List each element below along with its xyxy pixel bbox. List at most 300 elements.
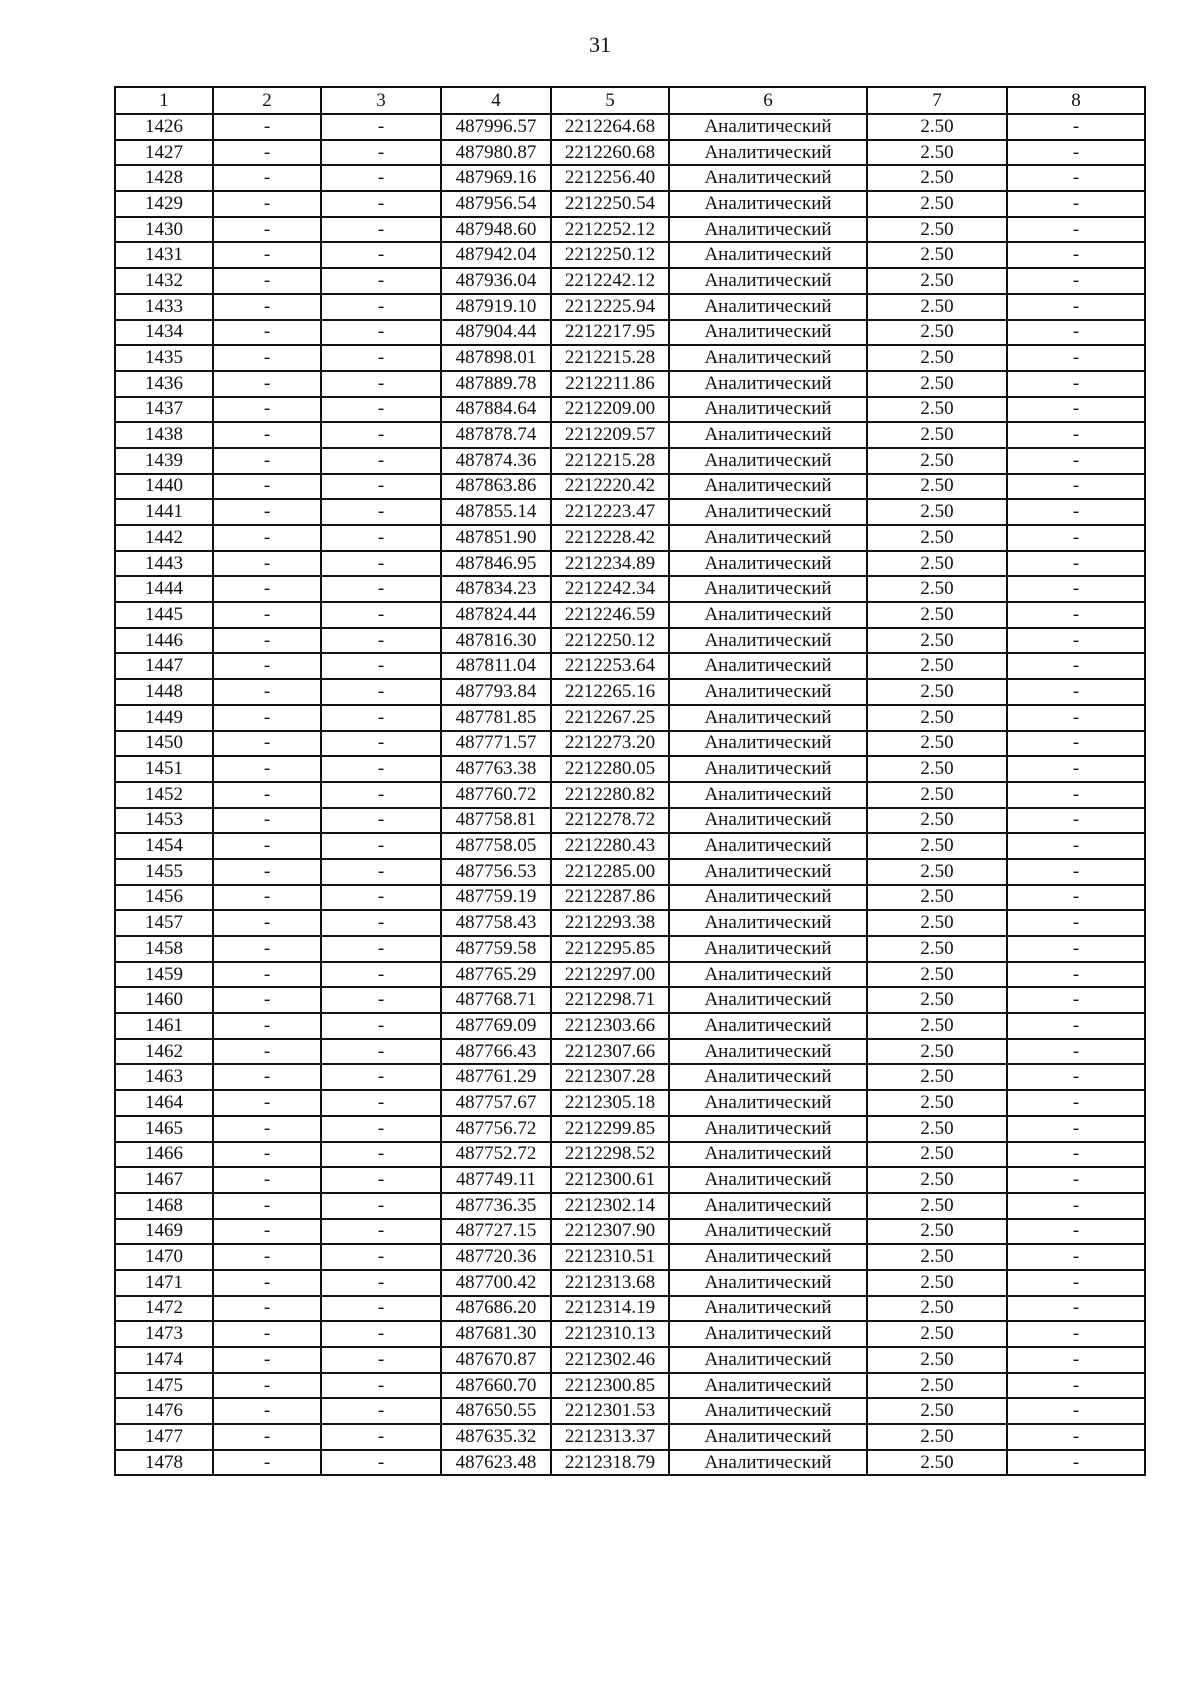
table-row [115, 474, 1145, 500]
col3-cell: - [321, 1142, 441, 1168]
y-coordinate-cell: 2212217.95 [551, 320, 669, 346]
point-number-cell: 1471 [115, 1270, 213, 1296]
col2-cell: - [213, 397, 321, 423]
point-number-cell: 1442 [115, 525, 213, 551]
point-number-cell: 1438 [115, 422, 213, 448]
x-coordinate-cell: 487942.04 [441, 242, 551, 268]
method-cell: Аналитический [669, 885, 867, 911]
point-number-cell: 1446 [115, 628, 213, 654]
method-cell: Аналитический [669, 191, 867, 217]
col2-cell: - [213, 217, 321, 243]
point-number-cell: 1429 [115, 191, 213, 217]
page-number: 31 [589, 32, 611, 57]
col2-cell: - [213, 1039, 321, 1065]
x-coordinate-cell: 487969.16 [441, 165, 551, 191]
table-row [115, 1373, 1145, 1399]
precision-cell: 2.50 [867, 1013, 1007, 1039]
x-coordinate-cell: 487765.29 [441, 962, 551, 988]
method-cell: Аналитический [669, 833, 867, 859]
x-coordinate-cell: 487752.72 [441, 1142, 551, 1168]
point-number-cell: 1433 [115, 294, 213, 320]
col3-cell: - [321, 1398, 441, 1424]
method-cell: Аналитический [669, 859, 867, 885]
method-cell: Аналитический [669, 551, 867, 577]
col8-cell: - [1007, 1424, 1145, 1450]
point-number-cell: 1475 [115, 1373, 213, 1399]
method-cell: Аналитический [669, 294, 867, 320]
y-coordinate-cell: 2212295.85 [551, 936, 669, 962]
precision-cell: 2.50 [867, 217, 1007, 243]
x-coordinate-cell: 487898.01 [441, 345, 551, 371]
point-number-cell: 1463 [115, 1064, 213, 1090]
table-row [115, 551, 1145, 577]
column-header: 6 [669, 87, 867, 114]
y-coordinate-cell: 2212302.46 [551, 1347, 669, 1373]
y-coordinate-cell: 2212313.68 [551, 1270, 669, 1296]
precision-cell: 2.50 [867, 782, 1007, 808]
x-coordinate-cell: 487851.90 [441, 525, 551, 551]
method-cell: Аналитический [669, 1244, 867, 1270]
point-number-cell: 1427 [115, 140, 213, 166]
x-coordinate-cell: 487863.86 [441, 474, 551, 500]
method-cell: Аналитический [669, 731, 867, 757]
method-cell: Аналитический [669, 1296, 867, 1322]
table-row [115, 165, 1145, 191]
precision-cell: 2.50 [867, 1039, 1007, 1065]
method-cell: Аналитический [669, 320, 867, 346]
precision-cell: 2.50 [867, 885, 1007, 911]
point-number-cell: 1434 [115, 320, 213, 346]
col2-cell: - [213, 885, 321, 911]
table-row [115, 448, 1145, 474]
col3-cell: - [321, 294, 441, 320]
method-cell: Аналитический [669, 962, 867, 988]
x-coordinate-cell: 487757.67 [441, 1090, 551, 1116]
point-number-cell: 1450 [115, 731, 213, 757]
col8-cell: - [1007, 1039, 1145, 1065]
col8-cell: - [1007, 1219, 1145, 1245]
col3-cell: - [321, 1090, 441, 1116]
table-row [115, 345, 1145, 371]
method-cell: Аналитический [669, 987, 867, 1013]
point-number-cell: 1478 [115, 1450, 213, 1476]
x-coordinate-cell: 487936.04 [441, 268, 551, 294]
method-cell: Аналитический [669, 1039, 867, 1065]
col2-cell: - [213, 1116, 321, 1142]
y-coordinate-cell: 2212223.47 [551, 499, 669, 525]
method-cell: Аналитический [669, 345, 867, 371]
precision-cell: 2.50 [867, 1270, 1007, 1296]
method-cell: Аналитический [669, 1347, 867, 1373]
col3-cell: - [321, 1116, 441, 1142]
x-coordinate-cell: 487904.44 [441, 320, 551, 346]
col2-cell: - [213, 294, 321, 320]
column-header: 8 [1007, 87, 1145, 114]
col8-cell: - [1007, 140, 1145, 166]
x-coordinate-cell: 487660.70 [441, 1373, 551, 1399]
col2-cell: - [213, 731, 321, 757]
precision-cell: 2.50 [867, 1398, 1007, 1424]
col2-cell: - [213, 371, 321, 397]
precision-cell: 2.50 [867, 474, 1007, 500]
col8-cell: - [1007, 962, 1145, 988]
table-row [115, 602, 1145, 628]
col8-cell: - [1007, 987, 1145, 1013]
column-header: 3 [321, 87, 441, 114]
y-coordinate-cell: 2212250.12 [551, 628, 669, 654]
precision-cell: 2.50 [867, 1219, 1007, 1245]
precision-cell: 2.50 [867, 345, 1007, 371]
point-number-cell: 1431 [115, 242, 213, 268]
col2-cell: - [213, 910, 321, 936]
method-cell: Аналитический [669, 1450, 867, 1476]
col2-cell: - [213, 1398, 321, 1424]
col8-cell: - [1007, 1244, 1145, 1270]
col2-cell: - [213, 1013, 321, 1039]
y-coordinate-cell: 2212267.25 [551, 705, 669, 731]
table-row [115, 1167, 1145, 1193]
table-row [115, 1270, 1145, 1296]
y-coordinate-cell: 2212253.64 [551, 653, 669, 679]
point-number-cell: 1470 [115, 1244, 213, 1270]
precision-cell: 2.50 [867, 1450, 1007, 1476]
col8-cell: - [1007, 242, 1145, 268]
table-row [115, 140, 1145, 166]
col2-cell: - [213, 1064, 321, 1090]
table-row [115, 114, 1145, 140]
y-coordinate-cell: 2212234.89 [551, 551, 669, 577]
col3-cell: - [321, 1167, 441, 1193]
method-cell: Аналитический [669, 165, 867, 191]
precision-cell: 2.50 [867, 1424, 1007, 1450]
point-number-cell: 1452 [115, 782, 213, 808]
x-coordinate-cell: 487759.58 [441, 936, 551, 962]
y-coordinate-cell: 2212300.61 [551, 1167, 669, 1193]
x-coordinate-cell: 487769.09 [441, 1013, 551, 1039]
table-row [115, 756, 1145, 782]
col8-cell: - [1007, 936, 1145, 962]
col3-cell: - [321, 1013, 441, 1039]
x-coordinate-cell: 487623.48 [441, 1450, 551, 1476]
col8-cell: - [1007, 114, 1145, 140]
precision-cell: 2.50 [867, 859, 1007, 885]
x-coordinate-cell: 487824.44 [441, 602, 551, 628]
point-number-cell: 1445 [115, 602, 213, 628]
point-number-cell: 1436 [115, 371, 213, 397]
method-cell: Аналитический [669, 422, 867, 448]
point-number-cell: 1439 [115, 448, 213, 474]
method-cell: Аналитический [669, 268, 867, 294]
col8-cell: - [1007, 165, 1145, 191]
x-coordinate-cell: 487874.36 [441, 448, 551, 474]
x-coordinate-cell: 487763.38 [441, 756, 551, 782]
col3-cell: - [321, 345, 441, 371]
table-row [115, 1296, 1145, 1322]
method-cell: Аналитический [669, 628, 867, 654]
col2-cell: - [213, 1193, 321, 1219]
precision-cell: 2.50 [867, 808, 1007, 834]
table-row [115, 191, 1145, 217]
y-coordinate-cell: 2212273.20 [551, 731, 669, 757]
col2-cell: - [213, 114, 321, 140]
col8-cell: - [1007, 1064, 1145, 1090]
col2-cell: - [213, 602, 321, 628]
precision-cell: 2.50 [867, 397, 1007, 423]
col3-cell: - [321, 242, 441, 268]
col2-cell: - [213, 242, 321, 268]
y-coordinate-cell: 2212303.66 [551, 1013, 669, 1039]
method-cell: Аналитический [669, 474, 867, 500]
point-number-cell: 1454 [115, 833, 213, 859]
y-coordinate-cell: 2212305.18 [551, 1090, 669, 1116]
point-number-cell: 1467 [115, 1167, 213, 1193]
precision-cell: 2.50 [867, 114, 1007, 140]
precision-cell: 2.50 [867, 833, 1007, 859]
y-coordinate-cell: 2212280.82 [551, 782, 669, 808]
y-coordinate-cell: 2212220.42 [551, 474, 669, 500]
table-row [115, 1116, 1145, 1142]
point-number-cell: 1443 [115, 551, 213, 577]
col3-cell: - [321, 1424, 441, 1450]
y-coordinate-cell: 2212215.28 [551, 345, 669, 371]
y-coordinate-cell: 2212280.05 [551, 756, 669, 782]
y-coordinate-cell: 2212225.94 [551, 294, 669, 320]
x-coordinate-cell: 487766.43 [441, 1039, 551, 1065]
col8-cell: - [1007, 1398, 1145, 1424]
x-coordinate-cell: 487855.14 [441, 499, 551, 525]
point-number-cell: 1464 [115, 1090, 213, 1116]
table-row [115, 859, 1145, 885]
col8-cell: - [1007, 1296, 1145, 1322]
point-number-cell: 1428 [115, 165, 213, 191]
column-header: 5 [551, 87, 669, 114]
point-number-cell: 1441 [115, 499, 213, 525]
col8-cell: - [1007, 1193, 1145, 1219]
col8-cell: - [1007, 191, 1145, 217]
col8-cell: - [1007, 268, 1145, 294]
col8-cell: - [1007, 1142, 1145, 1168]
col2-cell: - [213, 1373, 321, 1399]
x-coordinate-cell: 487816.30 [441, 628, 551, 654]
x-coordinate-cell: 487889.78 [441, 371, 551, 397]
col3-cell: - [321, 833, 441, 859]
y-coordinate-cell: 2212318.79 [551, 1450, 669, 1476]
col8-cell: - [1007, 885, 1145, 911]
point-number-cell: 1468 [115, 1193, 213, 1219]
table-row [115, 1347, 1145, 1373]
y-coordinate-cell: 2212264.68 [551, 114, 669, 140]
method-cell: Аналитический [669, 397, 867, 423]
col2-cell: - [213, 679, 321, 705]
x-coordinate-cell: 487686.20 [441, 1296, 551, 1322]
precision-cell: 2.50 [867, 165, 1007, 191]
col3-cell: - [321, 808, 441, 834]
precision-cell: 2.50 [867, 705, 1007, 731]
col8-cell: - [1007, 1167, 1145, 1193]
table-row [115, 936, 1145, 962]
table-row [115, 1090, 1145, 1116]
method-cell: Аналитический [669, 217, 867, 243]
method-cell: Аналитический [669, 910, 867, 936]
point-number-cell: 1448 [115, 679, 213, 705]
y-coordinate-cell: 2212307.28 [551, 1064, 669, 1090]
precision-cell: 2.50 [867, 499, 1007, 525]
col8-cell: - [1007, 910, 1145, 936]
col2-cell: - [213, 268, 321, 294]
point-number-cell: 1459 [115, 962, 213, 988]
x-coordinate-cell: 487781.85 [441, 705, 551, 731]
col3-cell: - [321, 1373, 441, 1399]
col2-cell: - [213, 1321, 321, 1347]
col8-cell: - [1007, 1270, 1145, 1296]
point-number-cell: 1472 [115, 1296, 213, 1322]
col3-cell: - [321, 191, 441, 217]
col2-cell: - [213, 1347, 321, 1373]
col8-cell: - [1007, 628, 1145, 654]
table-body [115, 114, 1145, 1475]
col2-cell: - [213, 1090, 321, 1116]
col3-cell: - [321, 1064, 441, 1090]
y-coordinate-cell: 2212209.57 [551, 422, 669, 448]
col3-cell: - [321, 1296, 441, 1322]
x-coordinate-cell: 487793.84 [441, 679, 551, 705]
method-cell: Аналитический [669, 1116, 867, 1142]
method-cell: Аналитический [669, 1219, 867, 1245]
table-row [115, 217, 1145, 243]
y-coordinate-cell: 2212260.68 [551, 140, 669, 166]
x-coordinate-cell: 487834.23 [441, 576, 551, 602]
column-header: 1 [115, 87, 213, 114]
x-coordinate-cell: 487878.74 [441, 422, 551, 448]
precision-cell: 2.50 [867, 268, 1007, 294]
method-cell: Аналитический [669, 1424, 867, 1450]
table-row [115, 525, 1145, 551]
col3-cell: - [321, 782, 441, 808]
precision-cell: 2.50 [867, 756, 1007, 782]
table-row [115, 268, 1145, 294]
col2-cell: - [213, 422, 321, 448]
col8-cell: - [1007, 294, 1145, 320]
x-coordinate-cell: 487758.05 [441, 833, 551, 859]
col3-cell: - [321, 910, 441, 936]
precision-cell: 2.50 [867, 422, 1007, 448]
col3-cell: - [321, 731, 441, 757]
x-coordinate-cell: 487650.55 [441, 1398, 551, 1424]
precision-cell: 2.50 [867, 1116, 1007, 1142]
point-number-cell: 1449 [115, 705, 213, 731]
x-coordinate-cell: 487681.30 [441, 1321, 551, 1347]
method-cell: Аналитический [669, 1013, 867, 1039]
y-coordinate-cell: 2212215.28 [551, 448, 669, 474]
table-row [115, 1219, 1145, 1245]
col3-cell: - [321, 1244, 441, 1270]
precision-cell: 2.50 [867, 191, 1007, 217]
precision-cell: 2.50 [867, 987, 1007, 1013]
col3-cell: - [321, 140, 441, 166]
col8-cell: - [1007, 859, 1145, 885]
col3-cell: - [321, 859, 441, 885]
method-cell: Аналитический [669, 140, 867, 166]
col8-cell: - [1007, 653, 1145, 679]
col2-cell: - [213, 1424, 321, 1450]
point-number-cell: 1469 [115, 1219, 213, 1245]
col3-cell: - [321, 397, 441, 423]
table-row [115, 320, 1145, 346]
col8-cell: - [1007, 1013, 1145, 1039]
table-row [115, 499, 1145, 525]
point-number-cell: 1458 [115, 936, 213, 962]
precision-cell: 2.50 [867, 1193, 1007, 1219]
y-coordinate-cell: 2212314.19 [551, 1296, 669, 1322]
col8-cell: - [1007, 1090, 1145, 1116]
method-cell: Аналитический [669, 1398, 867, 1424]
col2-cell: - [213, 1450, 321, 1476]
precision-cell: 2.50 [867, 242, 1007, 268]
x-coordinate-cell: 487720.36 [441, 1244, 551, 1270]
x-coordinate-cell: 487749.11 [441, 1167, 551, 1193]
col2-cell: - [213, 320, 321, 346]
x-coordinate-cell: 487758.43 [441, 910, 551, 936]
y-coordinate-cell: 2212298.52 [551, 1142, 669, 1168]
col3-cell: - [321, 217, 441, 243]
table-row [115, 679, 1145, 705]
col8-cell: - [1007, 679, 1145, 705]
col2-cell: - [213, 448, 321, 474]
y-coordinate-cell: 2212310.13 [551, 1321, 669, 1347]
table-row [115, 1193, 1145, 1219]
col8-cell: - [1007, 474, 1145, 500]
precision-cell: 2.50 [867, 576, 1007, 602]
col3-cell: - [321, 1450, 441, 1476]
precision-cell: 2.50 [867, 1090, 1007, 1116]
col2-cell: - [213, 833, 321, 859]
y-coordinate-cell: 2212299.85 [551, 1116, 669, 1142]
method-cell: Аналитический [669, 576, 867, 602]
point-number-cell: 1455 [115, 859, 213, 885]
precision-cell: 2.50 [867, 448, 1007, 474]
point-number-cell: 1432 [115, 268, 213, 294]
precision-cell: 2.50 [867, 653, 1007, 679]
table-row [115, 1039, 1145, 1065]
precision-cell: 2.50 [867, 294, 1007, 320]
table-row [115, 397, 1145, 423]
col3-cell: - [321, 165, 441, 191]
col8-cell: - [1007, 1450, 1145, 1476]
y-coordinate-cell: 2212307.66 [551, 1039, 669, 1065]
table-header-row [115, 87, 1145, 114]
method-cell: Аналитический [669, 602, 867, 628]
col3-cell: - [321, 268, 441, 294]
col2-cell: - [213, 345, 321, 371]
y-coordinate-cell: 2212298.71 [551, 987, 669, 1013]
col3-cell: - [321, 448, 441, 474]
table-row [115, 242, 1145, 268]
col3-cell: - [321, 525, 441, 551]
x-coordinate-cell: 487736.35 [441, 1193, 551, 1219]
method-cell: Аналитический [669, 808, 867, 834]
point-number-cell: 1437 [115, 397, 213, 423]
point-number-cell: 1440 [115, 474, 213, 500]
method-cell: Аналитический [669, 525, 867, 551]
y-coordinate-cell: 2212209.00 [551, 397, 669, 423]
col2-cell: - [213, 1270, 321, 1296]
table-row [115, 628, 1145, 654]
table-row [115, 833, 1145, 859]
table-row [115, 782, 1145, 808]
col2-cell: - [213, 628, 321, 654]
table-row [115, 576, 1145, 602]
method-cell: Аналитический [669, 782, 867, 808]
